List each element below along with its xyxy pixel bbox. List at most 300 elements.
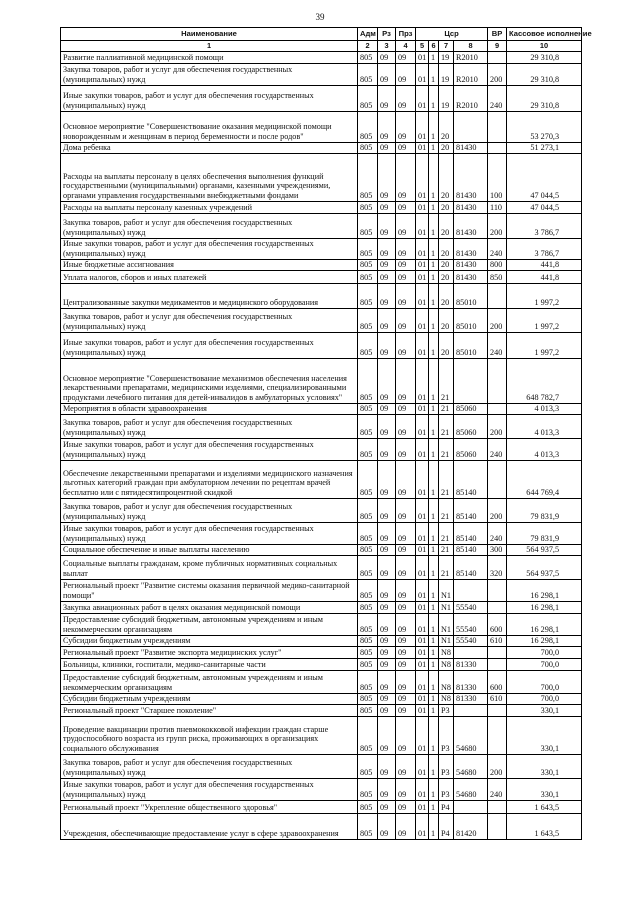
row-csr-subprogram: 1 xyxy=(429,778,439,800)
row-adm: 805 xyxy=(358,213,378,238)
row-csr-event: 21 xyxy=(439,522,454,544)
row-prz: 09 xyxy=(396,403,416,414)
row-csr-program: 01 xyxy=(416,438,429,460)
row-csr-subprogram: 1 xyxy=(429,332,439,358)
row-amount: 330,1 xyxy=(507,704,582,716)
row-prz: 09 xyxy=(396,438,416,460)
row-csr-program: 01 xyxy=(416,498,429,522)
row-amount: 1 997,2 xyxy=(507,308,582,332)
row-csr-subprogram: 1 xyxy=(429,646,439,658)
row-csr-direction: 85140 xyxy=(454,522,488,544)
row-csr-program: 01 xyxy=(416,800,429,813)
row-csr-event: 20 xyxy=(439,238,454,259)
row-name: Иные закупки товаров, работ и услуг для обеспечения государственных (муниципальных) нужд xyxy=(61,438,358,460)
table-row xyxy=(61,111,582,142)
row-adm: 805 xyxy=(358,414,378,438)
row-vr: 800 xyxy=(488,259,507,270)
row-prz: 09 xyxy=(396,201,416,213)
row-adm: 805 xyxy=(358,238,378,259)
table-row xyxy=(61,800,582,813)
row-csr-direction: 55540 xyxy=(454,635,488,646)
table-row xyxy=(61,555,582,579)
row-amount: 3 786,7 xyxy=(507,238,582,259)
row-amount: 330,1 xyxy=(507,778,582,800)
column-number: 3 xyxy=(378,41,396,52)
table-row xyxy=(61,646,582,658)
row-prz: 09 xyxy=(396,213,416,238)
row-amount: 79 831,9 xyxy=(507,498,582,522)
row-adm: 805 xyxy=(358,332,378,358)
table-row xyxy=(61,201,582,213)
row-csr-subprogram: 1 xyxy=(429,111,439,142)
row-csr-subprogram: 1 xyxy=(429,270,439,283)
table-row xyxy=(61,579,582,601)
row-name: Иные закупки товаров, работ и услуг для обеспечения государственных (муниципальных) нужд xyxy=(61,85,358,111)
row-csr-direction: 81430 xyxy=(454,142,488,153)
row-csr-event: 20 xyxy=(439,111,454,142)
row-csr-program: 01 xyxy=(416,460,429,498)
row-adm: 805 xyxy=(358,308,378,332)
row-csr-direction: 85060 xyxy=(454,438,488,460)
row-adm: 805 xyxy=(358,51,378,63)
row-csr-subprogram: 1 xyxy=(429,283,439,308)
row-vr: 240 xyxy=(488,778,507,800)
row-amount: 4 013,3 xyxy=(507,403,582,414)
row-csr-direction: 54680 xyxy=(454,778,488,800)
row-csr-event: 20 xyxy=(439,201,454,213)
row-prz: 09 xyxy=(396,544,416,555)
row-amount: 51 273,1 xyxy=(507,142,582,153)
row-rz: 09 xyxy=(378,51,396,63)
row-rz: 09 xyxy=(378,670,396,693)
row-csr-direction: 81430 xyxy=(454,213,488,238)
row-prz: 09 xyxy=(396,658,416,670)
column-number: 1 xyxy=(61,41,358,52)
row-amount: 53 270,3 xyxy=(507,111,582,142)
page-number: 39 xyxy=(315,12,325,22)
row-amount: 1 643,5 xyxy=(507,800,582,813)
row-csr-subprogram: 1 xyxy=(429,460,439,498)
row-name: Закупка товаров, работ и услуг для обеспечения государственных (муниципальных) нужд xyxy=(61,63,358,85)
row-prz: 09 xyxy=(396,358,416,403)
row-prz: 09 xyxy=(396,283,416,308)
row-csr-event: 21 xyxy=(439,544,454,555)
row-csr-subprogram: 1 xyxy=(429,813,439,839)
row-prz: 09 xyxy=(396,460,416,498)
column-number: 6 xyxy=(429,41,439,52)
row-csr-subprogram: 1 xyxy=(429,693,439,704)
row-rz: 09 xyxy=(378,85,396,111)
table-row xyxy=(61,63,582,85)
row-adm: 805 xyxy=(358,142,378,153)
row-amount: 16 298,1 xyxy=(507,579,582,601)
row-csr-subprogram: 1 xyxy=(429,63,439,85)
row-vr xyxy=(488,704,507,716)
row-csr-direction xyxy=(454,646,488,658)
table-row xyxy=(61,635,582,646)
table-row xyxy=(61,670,582,693)
row-vr xyxy=(488,658,507,670)
row-csr-program: 01 xyxy=(416,270,429,283)
column-number: 7 xyxy=(439,41,454,52)
row-csr-event: P4 xyxy=(439,813,454,839)
row-csr-direction: 85140 xyxy=(454,498,488,522)
header-amount: Кассовое исполнение xyxy=(507,28,582,41)
row-csr-direction: 81430 xyxy=(454,238,488,259)
row-prz: 09 xyxy=(396,142,416,153)
table-row xyxy=(61,522,582,544)
budget-table xyxy=(60,27,592,840)
row-csr-event: 20 xyxy=(439,213,454,238)
row-name: Предоставление субсидий бюджетным, автономным учреждениям и иным некоммерческим организациям xyxy=(61,670,358,693)
row-csr-subprogram: 1 xyxy=(429,635,439,646)
row-csr-program: 01 xyxy=(416,544,429,555)
row-csr-event: 21 xyxy=(439,414,454,438)
row-csr-program: 01 xyxy=(416,555,429,579)
row-csr-event: N8 xyxy=(439,693,454,704)
row-adm: 805 xyxy=(358,498,378,522)
row-rz: 09 xyxy=(378,153,396,201)
row-amount: 441,8 xyxy=(507,270,582,283)
row-csr-subprogram: 1 xyxy=(429,414,439,438)
row-vr: 200 xyxy=(488,63,507,85)
row-amount: 47 044,5 xyxy=(507,201,582,213)
row-csr-program: 01 xyxy=(416,716,429,754)
row-adm: 805 xyxy=(358,270,378,283)
row-csr-event: 21 xyxy=(439,460,454,498)
row-csr-event: 21 xyxy=(439,438,454,460)
table-row xyxy=(61,259,582,270)
row-csr-program: 01 xyxy=(416,704,429,716)
row-csr-event: N8 xyxy=(439,670,454,693)
row-prz: 09 xyxy=(396,555,416,579)
row-vr: 240 xyxy=(488,238,507,259)
row-csr-event: 21 xyxy=(439,498,454,522)
row-rz: 09 xyxy=(378,63,396,85)
row-prz: 09 xyxy=(396,613,416,635)
row-name: Расходы на выплаты персоналу казенных учреждений xyxy=(61,201,358,213)
table-row xyxy=(61,704,582,716)
row-adm: 805 xyxy=(358,259,378,270)
table-row xyxy=(61,498,582,522)
row-csr-direction: 85060 xyxy=(454,414,488,438)
row-rz: 09 xyxy=(378,635,396,646)
row-csr-event: 19 xyxy=(439,51,454,63)
row-amount: 700,0 xyxy=(507,670,582,693)
row-prz: 09 xyxy=(396,754,416,778)
table-row xyxy=(61,238,582,259)
row-vr xyxy=(488,579,507,601)
row-csr-direction: 81430 xyxy=(454,270,488,283)
row-rz: 09 xyxy=(378,778,396,800)
row-rz: 09 xyxy=(378,613,396,635)
row-csr-direction: R2010 xyxy=(454,63,488,85)
row-adm: 805 xyxy=(358,716,378,754)
row-prz: 09 xyxy=(396,85,416,111)
row-prz: 09 xyxy=(396,522,416,544)
row-csr-program: 01 xyxy=(416,403,429,414)
row-prz: 09 xyxy=(396,51,416,63)
header-name: Наименование xyxy=(61,28,358,41)
row-amount: 29 310,8 xyxy=(507,85,582,111)
row-name: Дома ребенка xyxy=(61,142,358,153)
row-vr: 200 xyxy=(488,498,507,522)
row-prz: 09 xyxy=(396,716,416,754)
row-rz: 09 xyxy=(378,579,396,601)
row-vr xyxy=(488,601,507,613)
row-prz: 09 xyxy=(396,813,416,839)
table-row xyxy=(61,754,582,778)
row-rz: 09 xyxy=(378,201,396,213)
row-adm: 805 xyxy=(358,153,378,201)
table-row xyxy=(61,358,582,403)
row-amount: 700,0 xyxy=(507,658,582,670)
row-vr: 600 xyxy=(488,613,507,635)
row-csr-direction: 81330 xyxy=(454,670,488,693)
header-adm: Адм xyxy=(358,28,378,41)
row-amount: 4 013,3 xyxy=(507,414,582,438)
row-csr-program: 01 xyxy=(416,670,429,693)
row-adm: 805 xyxy=(358,778,378,800)
row-csr-direction xyxy=(454,111,488,142)
row-rz: 09 xyxy=(378,414,396,438)
row-csr-direction: 81420 xyxy=(454,813,488,839)
row-prz: 09 xyxy=(396,800,416,813)
row-rz: 09 xyxy=(378,111,396,142)
row-name: Субсидии бюджетным учреждениям xyxy=(61,635,358,646)
row-name: Субсидии бюджетным учреждениям xyxy=(61,693,358,704)
row-vr: 200 xyxy=(488,414,507,438)
table-row xyxy=(61,460,582,498)
column-number: 8 xyxy=(454,41,488,52)
table-row xyxy=(61,85,582,111)
row-csr-subprogram: 1 xyxy=(429,613,439,635)
row-amount: 1 997,2 xyxy=(507,283,582,308)
row-csr-subprogram: 1 xyxy=(429,601,439,613)
table-row xyxy=(61,778,582,800)
row-csr-subprogram: 1 xyxy=(429,716,439,754)
row-csr-event: 20 xyxy=(439,332,454,358)
row-prz: 09 xyxy=(396,153,416,201)
row-name: Закупка товаров, работ и услуг для обеспечения государственных (муниципальных) нужд xyxy=(61,754,358,778)
row-vr xyxy=(488,111,507,142)
row-vr: 240 xyxy=(488,85,507,111)
row-adm: 805 xyxy=(358,646,378,658)
row-csr-direction: 81430 xyxy=(454,201,488,213)
row-csr-subprogram: 1 xyxy=(429,85,439,111)
row-csr-subprogram: 1 xyxy=(429,670,439,693)
row-name: Мероприятия в области здравоохранения xyxy=(61,403,358,414)
table-row xyxy=(61,544,582,555)
row-csr-direction: R2010 xyxy=(454,51,488,63)
row-csr-program: 01 xyxy=(416,51,429,63)
table-row xyxy=(61,308,582,332)
row-name: Социальное обеспечение и иные выплаты населению xyxy=(61,544,358,555)
column-number: 4 xyxy=(396,41,416,52)
row-csr-event: N1 xyxy=(439,635,454,646)
row-amount: 644 769,4 xyxy=(507,460,582,498)
row-prz: 09 xyxy=(396,308,416,332)
row-vr xyxy=(488,283,507,308)
row-csr-subprogram: 1 xyxy=(429,579,439,601)
row-rz: 09 xyxy=(378,693,396,704)
row-csr-event: 20 xyxy=(439,259,454,270)
row-adm: 805 xyxy=(358,460,378,498)
row-name: Расходы на выплаты персоналу в целях обеспечения выполнения функций государственными (муниципальными) органами, казенными учреждениями, органами управления государственными внебюджетными фондами xyxy=(61,153,358,201)
row-rz: 09 xyxy=(378,332,396,358)
row-csr-subprogram: 1 xyxy=(429,213,439,238)
row-vr: 100 xyxy=(488,153,507,201)
row-adm: 805 xyxy=(358,522,378,544)
row-name: Основное мероприятие "Совершенствование оказания медицинской помощи новорожденным и женщинам в период беременности и после родов" xyxy=(61,111,358,142)
row-prz: 09 xyxy=(396,332,416,358)
row-rz: 09 xyxy=(378,270,396,283)
row-prz: 09 xyxy=(396,498,416,522)
table-row xyxy=(61,716,582,754)
column-number: 2 xyxy=(358,41,378,52)
row-vr: 200 xyxy=(488,213,507,238)
row-csr-program: 01 xyxy=(416,522,429,544)
row-csr-subprogram: 1 xyxy=(429,438,439,460)
row-vr xyxy=(488,142,507,153)
row-vr xyxy=(488,460,507,498)
row-csr-subprogram: 1 xyxy=(429,704,439,716)
row-rz: 09 xyxy=(378,460,396,498)
row-csr-direction: 55540 xyxy=(454,613,488,635)
row-adm: 805 xyxy=(358,613,378,635)
row-csr-subprogram: 1 xyxy=(429,403,439,414)
row-name: Основное мероприятие "Совершенствование механизмов обеспечения населения лекарственными препаратами, медицинскими изделиями, специализированными продуктами лечебного питания для детей-инвалидов в амбулаторных условиях" xyxy=(61,358,358,403)
row-rz: 09 xyxy=(378,142,396,153)
column-number: 5 xyxy=(416,41,429,52)
row-adm: 805 xyxy=(358,544,378,555)
row-csr-direction xyxy=(454,704,488,716)
row-adm: 805 xyxy=(358,601,378,613)
row-prz: 09 xyxy=(396,778,416,800)
row-adm: 805 xyxy=(358,63,378,85)
row-csr-program: 01 xyxy=(416,153,429,201)
row-amount: 29 310,8 xyxy=(507,63,582,85)
row-vr: 240 xyxy=(488,438,507,460)
row-adm: 805 xyxy=(358,704,378,716)
column-numbers-row xyxy=(61,41,582,52)
row-csr-direction: 85010 xyxy=(454,283,488,308)
row-adm: 805 xyxy=(358,579,378,601)
row-vr xyxy=(488,813,507,839)
row-rz: 09 xyxy=(378,658,396,670)
row-rz: 09 xyxy=(378,283,396,308)
row-csr-subprogram: 1 xyxy=(429,522,439,544)
row-csr-direction: 85010 xyxy=(454,308,488,332)
column-number: 10 xyxy=(507,41,582,52)
row-vr: 320 xyxy=(488,555,507,579)
row-csr-subprogram: 1 xyxy=(429,544,439,555)
row-name: Уплата налогов, сборов и иных платежей xyxy=(61,270,358,283)
row-rz: 09 xyxy=(378,438,396,460)
header-csr: Цср xyxy=(416,28,488,41)
row-csr-event: N1 xyxy=(439,613,454,635)
row-prz: 09 xyxy=(396,111,416,142)
row-rz: 09 xyxy=(378,716,396,754)
header-prz: Прз xyxy=(396,28,416,41)
row-name: Региональный проект "Развитие экспорта медицинских услуг" xyxy=(61,646,358,658)
row-csr-subprogram: 1 xyxy=(429,308,439,332)
row-adm: 805 xyxy=(358,85,378,111)
row-adm: 805 xyxy=(358,693,378,704)
row-csr-program: 01 xyxy=(416,813,429,839)
row-prz: 09 xyxy=(396,270,416,283)
row-prz: 09 xyxy=(396,670,416,693)
header-row xyxy=(61,28,582,41)
row-name: Иные закупки товаров, работ и услуг для обеспечения государственных (муниципальных) нужд xyxy=(61,238,358,259)
row-csr-program: 01 xyxy=(416,111,429,142)
row-vr: 240 xyxy=(488,332,507,358)
row-csr-program: 01 xyxy=(416,658,429,670)
table-row xyxy=(61,51,582,63)
row-vr: 600 xyxy=(488,670,507,693)
row-name: Проведение вакцинации против пневмококковой инфекции граждан старше трудоспособного возраста из групп риска, проживающих в организациях социального обслуживания xyxy=(61,716,358,754)
row-vr xyxy=(488,646,507,658)
table-row xyxy=(61,332,582,358)
row-csr-event: 20 xyxy=(439,142,454,153)
row-amount: 29 310,8 xyxy=(507,51,582,63)
row-name: Иные закупки товаров, работ и услуг для обеспечения государственных (муниципальных) нужд xyxy=(61,778,358,800)
row-rz: 09 xyxy=(378,238,396,259)
row-csr-program: 01 xyxy=(416,778,429,800)
row-csr-direction: 54680 xyxy=(454,754,488,778)
row-name: Региональный проект "Старшее поколение" xyxy=(61,704,358,716)
row-csr-subprogram: 1 xyxy=(429,754,439,778)
row-csr-event: P4 xyxy=(439,800,454,813)
row-csr-program: 01 xyxy=(416,332,429,358)
row-csr-program: 01 xyxy=(416,601,429,613)
row-csr-program: 01 xyxy=(416,693,429,704)
row-csr-event: 20 xyxy=(439,270,454,283)
row-name: Централизованные закупки медикаментов и медицинского оборудования xyxy=(61,283,358,308)
row-csr-direction xyxy=(454,800,488,813)
row-csr-direction: 55540 xyxy=(454,601,488,613)
row-csr-program: 01 xyxy=(416,283,429,308)
row-csr-subprogram: 1 xyxy=(429,358,439,403)
row-amount: 1 643,5 xyxy=(507,813,582,839)
row-vr: 850 xyxy=(488,270,507,283)
row-name: Иные бюджетные ассигнования xyxy=(61,259,358,270)
table-row xyxy=(61,270,582,283)
row-csr-event: 21 xyxy=(439,358,454,403)
row-amount: 79 831,9 xyxy=(507,522,582,544)
row-rz: 09 xyxy=(378,259,396,270)
row-rz: 09 xyxy=(378,213,396,238)
row-vr: 610 xyxy=(488,635,507,646)
table-row xyxy=(61,153,582,201)
table-row xyxy=(61,213,582,238)
row-prz: 09 xyxy=(396,259,416,270)
row-csr-direction: 81330 xyxy=(454,693,488,704)
row-csr-event: P3 xyxy=(439,704,454,716)
row-prz: 09 xyxy=(396,693,416,704)
header-rz: Рз xyxy=(378,28,396,41)
table-row xyxy=(61,403,582,414)
row-csr-program: 01 xyxy=(416,414,429,438)
row-csr-event: 21 xyxy=(439,555,454,579)
column-number: 9 xyxy=(488,41,507,52)
row-csr-program: 01 xyxy=(416,213,429,238)
row-name: Развитие паллиативной медицинской помощи xyxy=(61,51,358,63)
row-csr-event: 20 xyxy=(439,153,454,201)
row-csr-direction: 81330 xyxy=(454,658,488,670)
row-amount: 564 937,5 xyxy=(507,544,582,555)
row-prz: 09 xyxy=(396,704,416,716)
